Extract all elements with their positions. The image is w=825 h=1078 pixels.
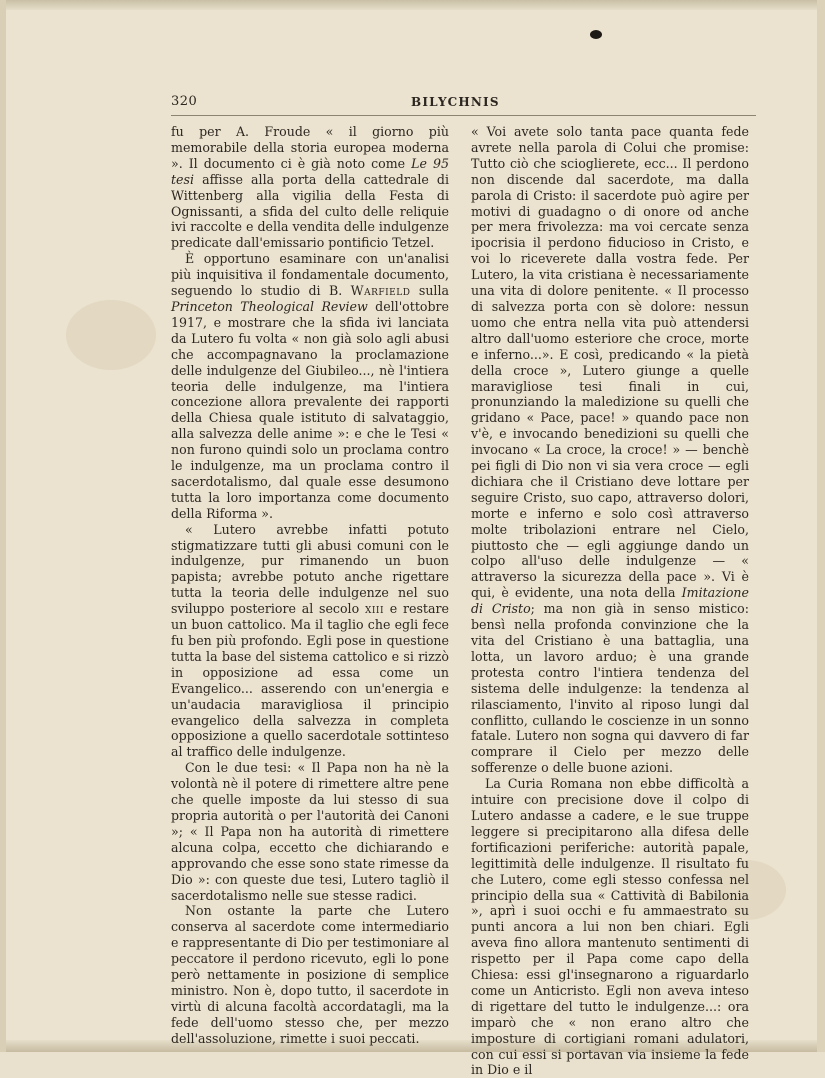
paragraph: È opportuno esaminare con un'analisi più inquisitiva il fondamentale documento, seguendo lo studio di B. Warfield sulla Princeton Theological Review dell'ottobre 1917, e mostrare che la sfida ivi lanciata da Lutero fu volta « non già solo agli abusi che accompagnavano la proclamazione delle indulgenze del Giubileo..., nè l'intiera teoria delle indulgenze, ma l'intiera concezione allora prevalente dei rapporti della Chiesa quale istituto di salvataggio, alla salvezza delle anime »: e che le Tesi « non furono quindi solo un proclama contro le indulgenze, ma un proclama contro il sacerdotalismo, dal quale esse desumono tutta la loro importanza come documento della Riforma ». (171, 251, 449, 521)
work-title: Imitazione di Cristo (471, 585, 749, 617)
paragraph: « Voi avete solo tanta pace quanta fede avrete nella parola di Colui che promise: Tutto ciò che scioglierete, ecc... Il perdono non discende dal sacerdote, ma dalla parola di Cristo: il sacerdote può agire per motivi di guadagno o di onore od anche per mera frivolezza: ma voi cercate senza ipocrisia il perdono fiducioso in Cristo, e voi lo riceverete dalla vostra fede. Per Lutero, la vita cristiana è necessariamente una vita di dolore penitente. « Il processo di salvezza porta con sè dolore: nessun uomo che entra nella vita può attendersi altro dall'uomo esteriore che croce, morte e inferno...». E così, predicando « la pietà della croce », Lutero giunge a quelle maravigliose tesi finali in cui, pronunziando la maledizione su quelli che gridano « Pace, pace! » quando pace non v'è, e invocando benedizioni su quelli che invocano « La croce, la croce! » — benchè pei figli di Dio non vi sia vera croce — egli dichiara che il Cristiano deve lottare per seguire Cristo, suo capo, attraverso dolori, morte e inferno e solo così attraverso molte tribolazioni entrare nel Cielo, piuttosto che — egli aggiunge dando un colpo all'uso delle indulgenze — « attraverso la sicurezza della pace ». Vi è qui, è evidente, una nota della Imitazione di Cristo; ma non già in senso mistico: bensì nella profonda convinzione che la vita del Cristiano è una battaglia, una lotta, un lavoro arduo; è una grande protesta contro l'intiera tendenza del sistema delle indulgenze: la tendenza al rilasciamento, l'invito al riposo lungi dal conflitto, cullando le coscienze in un sonno fatale. Lutero non sogna qui davvero di far comprare il Cielo per mezzo delle sofferenze o delle buone azioni. (471, 124, 749, 776)
page-number: 320 (171, 94, 198, 109)
paragraph: La Curia Romana non ebbe difficoltà a intuire con precisione dove il colpo di Lutero andasse a cadere, e le sue truppe leggere si precipitarono alla difesa delle fortificazioni periferiche: autorità papale, legittimità delle indulgenze. Il risultato fu che Lutero, come egli stesso confessa nel principio della sua « Cattività di Babilonia », aprì i suoi occhi e fu ammaestrato su punti ancora a lui non ben chiari. Egli aveva fino allora mantenuto sentimenti di rispetto per il Papa come capo della Chiesa: essi gl'insegnarono a riguardarlo come un Anticristo. Egli non aveva inteso di rigettare del tutto le indulgenze...: ora imparò che « non erano altro che imposture di cortigiani romani adulatori, con cui essi si portavan via insieme la fede in Dio e il (471, 776, 749, 1078)
work-title: Le 95 tesi (171, 155, 449, 187)
header-rule (171, 115, 756, 116)
left-column (171, 124, 449, 1047)
paragraph: Non ostante la parte che Lutero conserva al sacerdote come intermediario e rappresentante di Dio per testimoniare al peccatore il perdono ricevuto, egli lo pone però nettamente in posizione di semplice ministro. Non è, dopo tutto, il sacerdote in virtù di alcuna facoltà accordatagli, ma la fede dell'uomo stesso che, per mezzo dell'assoluzione, rimette i suoi peccati. (171, 903, 449, 1046)
century-numeral: xiii (364, 601, 385, 617)
right-column (471, 124, 749, 1078)
author-name: Warfield (350, 283, 411, 299)
page-top-edge (6, 0, 817, 10)
journal-title: BILYCHNIS (411, 95, 500, 109)
paragraph: fu per A. Froude « il giorno più memorabile della storia europea moderna ». Il documento ci è già noto come Le 95 tesi affisse alla porta della cattedrale di Wittenberg alla vigilia della Festa di Ognissanti, a sfida del culto delle reliquie ivi raccolte e della vendita delle indulgenze predicate dall'emissario pontificio Tetzel. (171, 124, 449, 251)
paragraph: Con le due tesi: « Il Papa non ha nè la volontà nè il potere di rimettere altre pene che quelle imposte da lui stesso di sua propria autorità o per l'autorità dei Canoni »; « Il Papa non ha autorità di rimettere alcuna colpa, eccetto che dichiarando e approvando che esse sono state rimesse da Dio »: con queste due tesi, Lutero tagliò il sacerdotalismo nelle sue stesse radici. (171, 760, 449, 903)
journal-name: Princeton Theological Review (171, 298, 368, 314)
binding-hole (590, 30, 602, 39)
running-head (171, 94, 756, 114)
paper-stain (66, 300, 156, 370)
paragraph: « Lutero avrebbe infatti potuto stigmatizzare tutti gli abusi comuni con le indulgenze, pur rimanendo un buon papista; avrebbe potuto anche rigettare tutta la teoria delle indulgenze nel suo sviluppo posteriore al secolo xiii e restare un buon cattolico. Ma il taglio che egli fece fu ben più profondo. Egli pose in questione tutta la base del sistema cattolico e si rizzò in opposizione ad essa come un Evangelico... asserendo con un'energia e un'audacia maravigliosa il principio evangelico della salvezza in completa opposizione a quello sacerdotale sottinteso al traffico delle indulgenze. (171, 521, 449, 760)
